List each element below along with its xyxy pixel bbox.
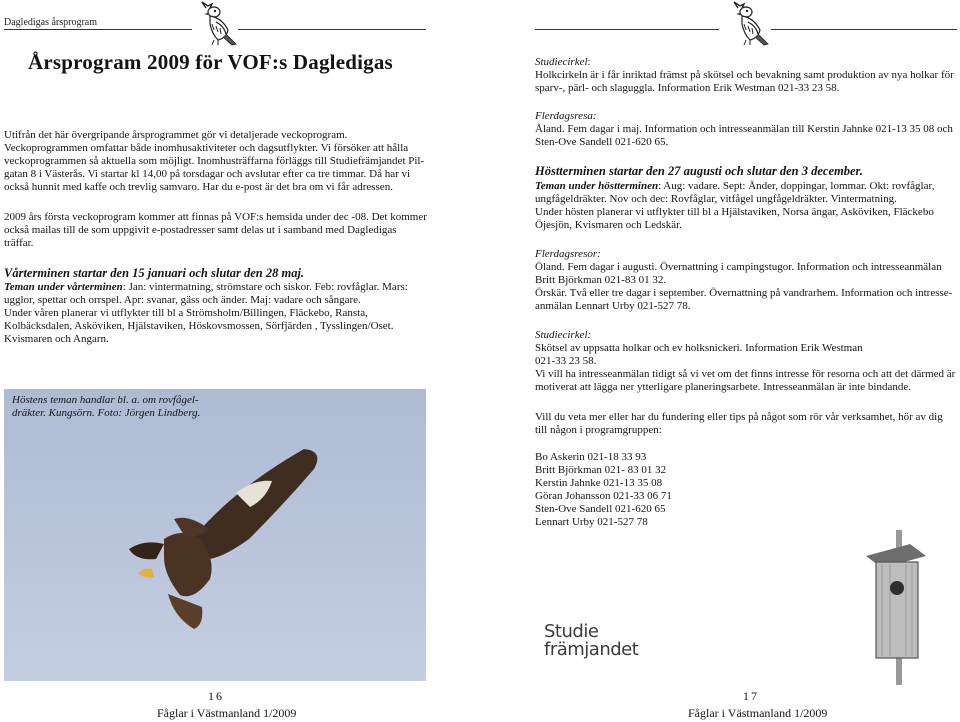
spring-line: Kvismaren och Angarn. [4, 333, 109, 345]
spring-paragraph [4, 281, 429, 346]
autumn-heading: Höstterminen startar den 27 augusti och slutar den 3 december. [535, 164, 863, 178]
autumn-line: Under hösten planerar vi utflykter till bl a Hjälstaviken, Norsa ängar, Asköviken, Fläckebo [535, 206, 934, 218]
studiecirkel-label-2: Studiecirkel: [535, 329, 592, 341]
intro-line: Veckoprogrammen omfattar både inomhusaktiviteter och dagsutflykter. Vi försöker att hålla [4, 142, 409, 154]
flerdagsresa-section [535, 110, 959, 149]
eagle-photo [4, 389, 426, 681]
studiecirkel2-line: Skötsel av uppsatta holkar och ev holksnickeri. Information Erik Westman [535, 342, 863, 354]
flerdagsresa-line: Sten-Ove Sandell 021-620 65. [535, 136, 669, 148]
web-paragraph [4, 211, 429, 250]
spring-themes-label: Teman under vårterminen [4, 281, 123, 293]
contact-intro-line: Vill du veta mer eller har du fundering eller tips på något som rör vår verksamhet, hör av dig [535, 411, 943, 423]
studiecirkel-section-1: Studiecirkel: Holkcirkeln är i får inriktad främst på skötsel och bevakning samt produktion av nya holkar för sparv-, pärl- och slaguggla. Information Erik Westman 021-33 23 58. [535, 56, 959, 95]
studiecirkel2-line: motiverat att lägga ner ytterligare planeringsarbete. Intresseanmälan är inte bindande. [535, 381, 911, 393]
caption-line: dräkter. Kungsörn. Foto: Jörgen Lindberg. [12, 407, 201, 419]
spring-line: Under våren planerar vi utflykter till bl a Strömsholm/Billingen, Fläckebo, Ransta, [4, 307, 368, 319]
web-line: träffar. [4, 237, 34, 249]
flerdagsresor-line: Britt Björkman 021-83 01 32. [535, 274, 667, 286]
running-header: Dagledigas årsprogram [4, 17, 98, 28]
contact-item: Göran Johansson 021-33 06 71 [535, 490, 672, 502]
autumn-line: Öjesjön, Kvismaren och Ledskär. [535, 219, 682, 231]
photo-caption [12, 394, 200, 420]
contact-item: Bo Askerin 021-18 33 93 [535, 451, 647, 463]
flerdagsresa-line: Åland. Fem dagar i maj. Information och intresseanmälan till Kerstin Jahnke 021-13 35 08 och [535, 123, 953, 135]
intro-line: veckoprogrammen så aktuella som möjligt. Inomhusträffarna förläggs till Studiefrämjandet Pil- [4, 155, 425, 167]
spring-heading: Vårterminen startar den 15 januari och slutar den 28 maj. [4, 266, 305, 280]
bird-emblem-icon [730, 0, 770, 46]
flerdagsresor-line: anmälan Lennart Urby 021-527 78. [535, 300, 691, 312]
header-rule-left [4, 29, 192, 30]
studiefrmjandet-logo [544, 623, 638, 659]
studiecirkel2-line: 021-33 23 58. [535, 355, 597, 367]
studiecirkel-label: Studiecirkel [535, 56, 588, 68]
header-rule-left-2 [535, 29, 719, 30]
flerdagsresor-label: Flerdagsresor: [535, 248, 601, 260]
contact-item: Kerstin Jahnke 021-13 35 08 [535, 477, 663, 489]
page-title: Årsprogram 2009 för VOF:s Dagledigas [28, 50, 393, 74]
web-line: också mailas till de som uppgivit e-postadresser samt delas ut i samband med Dagledigas [4, 224, 397, 236]
contact-list [535, 451, 755, 529]
footer-left: Fåglar i Västmanland 1/2009 [157, 706, 297, 720]
contact-item: Sten-Ove Sandell 021-620 65 [535, 503, 666, 515]
spring-line: Kolbäcksdalen, Asköviken, Hjälstaviken, Höskovsmossen, Sörfjärden , Tysslingen/Oset. [4, 320, 394, 332]
contact-item: Britt Björkman 021- 83 01 32 [535, 464, 667, 476]
bird-emblem-icon [198, 0, 238, 46]
contact-intro [535, 411, 959, 437]
flerdagsresa-label: Flerdagsresa: [535, 110, 597, 122]
studiecirkel-section-2 [535, 329, 959, 394]
caption-line: Höstens teman handlar bl. a. om rovfågel- [12, 394, 199, 406]
spring-line: ugglor, spettar och orrspel. Apr: svanar, gäss och änder. Maj: vadare och sångare. [4, 294, 361, 306]
flerdagsresor-line: Örskär. Två eller tre dagar i september. Övernattning på vandrarhem. Information och intresse- [535, 287, 953, 299]
flerdagsresor-line: Öland. Fem dagar i augusti. Övernattning i campingstugor. Information och intresseanmälan [535, 261, 942, 273]
web-line: 2009 års första veckoprogram kommer att finnas på VOF:s hemsida under dec -08. Det kommer [4, 211, 427, 223]
contact-intro-line: till någon i programgruppen: [535, 424, 662, 436]
studiecirkel2-line: Vi vill ha intresseanmälan tidigt så vi vet om det finns intresse för resorna och att det därmed är [535, 368, 956, 380]
header-rule-right [238, 29, 426, 30]
footer-right: Fåglar i Västmanland 1/2009 [688, 706, 828, 720]
page-number-right: 17 [743, 689, 759, 703]
intro-line: gatan 8 i Västerås. Vi startar kl 14,00 på torsdagar och avslutar efter ca tre timmar. Då har vi [4, 168, 411, 180]
intro-line: också hunnit med kaffe och trevlig samvaro. Har du e-post är det bra om vi får adressen. [4, 181, 393, 193]
flerdagsresor-section [535, 248, 959, 313]
header-rule-right-2 [771, 29, 957, 30]
logo-line: Studie [544, 621, 599, 642]
logo-line: främjandet [544, 639, 639, 660]
intro-paragraph [4, 129, 429, 194]
autumn-themes-label: Teman under höstterminen [535, 180, 659, 192]
spring-line: : Jan: vintermatning, strömstare och siskor. Feb: rovfåglar. Mars: [122, 281, 408, 293]
intro-line: Utifrån det här övergripande årsprogrammet gör vi detaljerade veckoprogram. [4, 129, 348, 141]
autumn-paragraph [535, 180, 959, 232]
autumn-line: : Aug: vadare. Sept: Änder, doppingar, lommar. Okt: rovfåglar, [658, 180, 935, 192]
page-number-left: 16 [208, 689, 224, 703]
autumn-line: ungfågeldräkter. Nov och dec: Rovfåglar, vitfågel ungfågeldräkter. Vintermatning. [535, 193, 897, 205]
contact-item: Lennart Urby 021-527 78 [535, 516, 648, 528]
birdhouse-image [862, 530, 932, 685]
studiecirkel-line: sparv-, pärl- och slaguggla. Information Erik Westman 021-33 23 58. [535, 82, 840, 94]
studiecirkel-line: Holkcirkeln är i får inriktad främst på skötsel och bevakning samt produktion av nya holkar för [535, 69, 954, 81]
